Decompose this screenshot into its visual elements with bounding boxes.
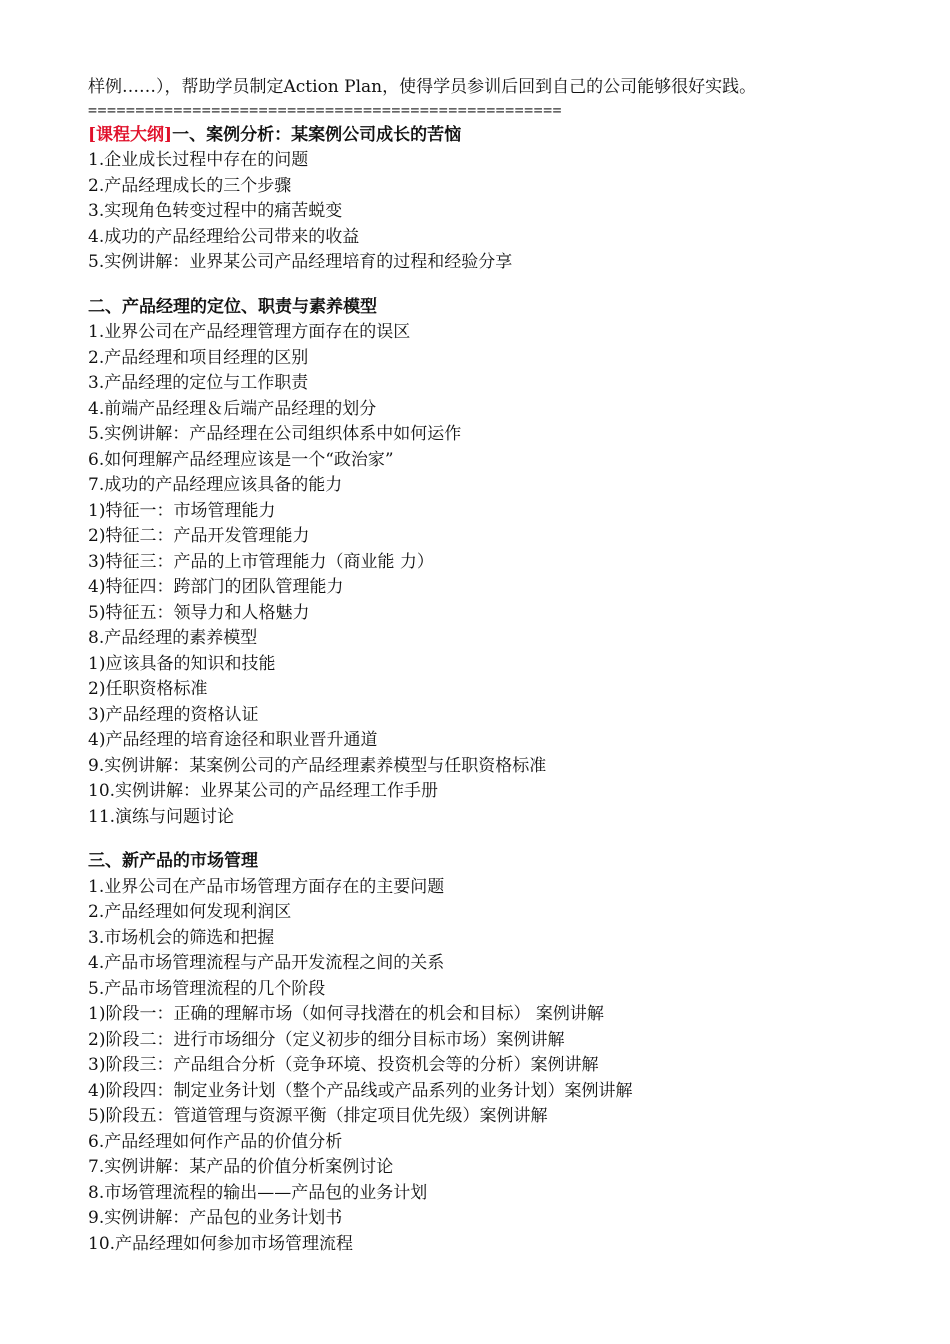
list-item: 4.前端产品经理＆后端产品经理的划分 [88, 398, 377, 419]
list-item: 5.产品市场管理流程的几个阶段 [88, 978, 326, 999]
list-item: 2.产品经理如何发现利润区 [88, 902, 292, 922]
list-item: 5)阶段五：管道管理与资源平衡（排定项目优先级）案例讲解 [88, 1106, 548, 1126]
section1-title: 一、案例分析：某案例公司成长的苦恼 [172, 124, 462, 145]
list-item: 10.实例讲解：业界某公司的产品经理工作手册 [88, 781, 439, 801]
intro-line: 样例……），帮助学员制定Action Plan，使得学员参训后回到自己的公司能够很好实践。 [88, 77, 757, 97]
outline-tag: [课程大纲] [88, 124, 173, 145]
list-item: 4)阶段四：制定业务计划（整个产品线或产品系列的业务计划）案例讲解 [88, 1080, 633, 1101]
list-item: 9.实例讲解：产品包的业务计划书 [88, 1208, 343, 1228]
section-spacer [88, 276, 890, 295]
section2-list [88, 320, 890, 830]
list-item: 8.市场管理流程的输出——产品包的业务计划 [88, 1182, 428, 1203]
list-item: 6.产品经理如何作产品的价值分析 [88, 1131, 343, 1152]
list-item: 7.成功的产品经理应该具备的能力 [88, 475, 343, 495]
list-item: 10.产品经理如何参加市场管理流程 [88, 1233, 354, 1254]
list-item: 3)阶段三：产品组合分析（竞争环境、投资机会等的分析）案例讲解 [88, 1055, 599, 1075]
list-item: 4.产品市场管理流程与产品开发流程之间的关系 [88, 953, 445, 973]
divider-line: ================================================== [88, 100, 563, 119]
list-item: 5.实例讲解：业界某公司产品经理培育的过程和经验分享 [88, 252, 513, 272]
list-item: 2.产品经理和项目经理的区别 [88, 347, 309, 368]
list-item: 4)产品经理的培育途径和职业晋升通道 [88, 730, 378, 750]
list-item: 1.企业成长过程中存在的问题 [88, 150, 309, 170]
list-item: 8.产品经理的素养模型 [88, 628, 258, 648]
list-item: 1.业界公司在产品市场管理方面存在的主要问题 [88, 876, 445, 897]
list-item: 7.实例讲解：某产品的价值分析案例讨论 [88, 1157, 394, 1177]
list-item: 5.实例讲解：产品经理在公司组织体系中如何运作 [88, 424, 462, 444]
section3-list [88, 875, 890, 1258]
list-item: 1)特征一：市场管理能力 [88, 500, 276, 521]
list-item: 4.成功的产品经理给公司带来的收益 [88, 226, 360, 247]
list-item: 2)任职资格标准 [88, 679, 208, 699]
list-item: 3)产品经理的资格认证 [88, 704, 259, 725]
list-item: 9.实例讲解：某案例公司的产品经理素养模型与任职资格标准 [88, 755, 547, 776]
section2-title: 二、产品经理的定位、职责与素养模型 [88, 296, 377, 317]
list-item: 2.产品经理成长的三个步骤 [88, 175, 292, 196]
list-item: 1)阶段一：正确的理解市场（如何寻找潜在的机会和目标） 案例讲解 [88, 1004, 604, 1024]
list-item: 4)特征四：跨部门的团队管理能力 [88, 577, 344, 597]
section-spacer [88, 830, 890, 849]
list-item: 3.实现角色转变过程中的痛苦蜕变 [88, 201, 343, 221]
list-item: 3.产品经理的定位与工作职责 [88, 373, 309, 393]
list-item: 5)特征五：领导力和人格魅力 [88, 602, 310, 623]
list-item: 6.如何理解产品经理应该是一个“政治家” [88, 449, 394, 470]
section3-title: 三、新产品的市场管理 [88, 851, 258, 871]
list-item: 1)应该具备的知识和技能 [88, 653, 276, 674]
section1-heading [88, 123, 890, 149]
section1-list [88, 148, 890, 276]
list-item: 2)特征二：产品开发管理能力 [88, 526, 310, 546]
list-item: 3.市场机会的筛选和把握 [88, 927, 275, 948]
list-item: 2)阶段二：进行市场细分（定义初步的细分目标市场）案例讲解 [88, 1029, 565, 1050]
list-item: 11.演练与问题讨论 [88, 806, 235, 827]
list-item: 1.业界公司在产品经理管理方面存在的误区 [88, 322, 411, 342]
list-item: 3)特征三：产品的上市管理能力（商业能 力） [88, 551, 434, 572]
